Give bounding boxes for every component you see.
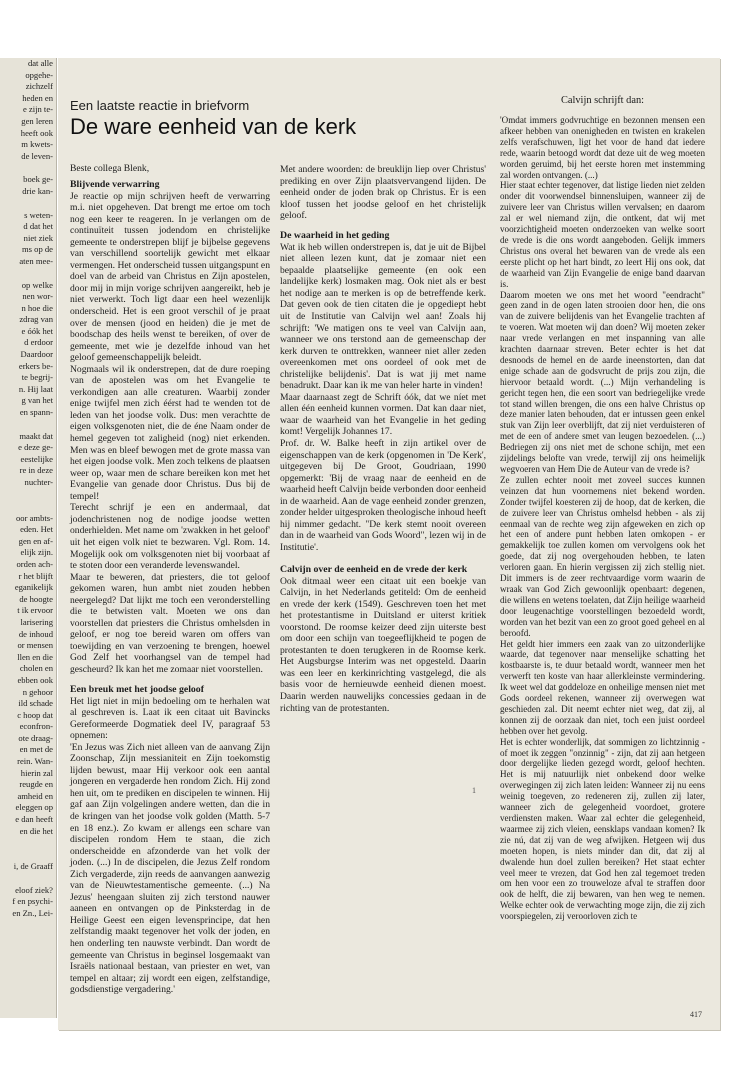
- previous-page-line: e dan heeft: [15, 814, 53, 825]
- previous-page-line: n. Hij laat: [18, 383, 53, 394]
- previous-page-line: te begrij-: [21, 372, 53, 383]
- calvin-quote-paragraph: Het geldt hier immers een zaak van zo uitzonderlijke waarde, dat tegenover naar menselijke schatting het kostbaarste is, te duur betaald wordt, wanneer men het verwerft ten koste van haar allerkleinste vermindering. Ik weet wel dat goddeloze en onheilige mensen niet met Gods oordeel rekenen, wanneer zij overwegen wat geschieden zal. Dit neemt echter niet weg, dat zij, al konnen zij de oorzaak dan niet, toch een juist oordeel hebben over het gevolg.: [500, 638, 705, 736]
- previous-page-line: nen wor-: [22, 291, 53, 302]
- previous-page-line: gen leren: [21, 115, 53, 126]
- previous-page-line: niet ziek: [23, 232, 53, 243]
- previous-page-line: en die het: [19, 825, 53, 836]
- previous-page-line: re in deze: [19, 465, 53, 476]
- previous-page-line: gen en af-: [18, 535, 53, 546]
- previous-page-line: de inhoud: [18, 628, 53, 639]
- previous-page-line: nuchter-: [24, 477, 53, 487]
- column-1: [70, 163, 270, 996]
- paragraph: Nogmaals wil ik onderstrepen, dat de dure roeping van de apostelen was om het Evangelie te verkondigen aan alle creaturen. Waarbij zonder enige twijfel men zich éérst had te wenden tot de leden van het joodse volk. Dus: men verachtte de eigen volksgenoten niet, die de éne Naam onder de hemel gegeven tot zaligheid (nog) niet erkenden. Men was en bleef bewogen met de grote massa van het eigen joodse volk. Men zoch telkens de plaatsen weer op, waar men de schare bereiken kon met het Evangelie van genade door Christus. Dus bij de tempel!: [70, 363, 270, 502]
- quote-intro: Calvijn schrijft dan:: [560, 95, 645, 106]
- previous-page-line: de leven-: [21, 150, 53, 161]
- previous-page-line: s weten-: [24, 209, 53, 220]
- previous-page-line: eleggen op: [15, 802, 53, 813]
- section-heading-waarheid: De waarheid in het geding: [280, 229, 390, 241]
- previous-page-line: ote draag-: [18, 732, 53, 743]
- previous-page-line: e deze ge-: [18, 442, 53, 453]
- paragraph: Prof. dr. W. Balke heeft in zijn artikel over de eigenschappen van de kerk (opgenomen in 'De Kerk', uitgegeven bij De Groot, Goudriaan, 1990 opgemerkt: 'Bij de vraag naar de eenheid en de waarheid heeft Calvijn beide verbonden door eenheid in de waarheid. Aan de vage eenheid zonder grenzen, zonder helder uitgesproken theologische inhoud heeft hij nimmer gedacht. "De kerk stemt nooit overeen dan in de waarheid van Gods Woord", lezen wij in de Institutie'.: [280, 438, 486, 553]
- previous-page-line: zichzelf: [25, 81, 53, 92]
- previous-page-line: ild schade: [18, 698, 53, 709]
- previous-page-line: cholen en: [19, 663, 53, 674]
- calvin-quote-paragraph: 'Omdat immers godvruchtige en bezonnen mensen een afkeer hebben van onenigheden en twisten en krakelen zelfs verafschuwen, ligt het voor de hand dat iedere rede, waarin betoogd wordt dat deze uit de weg moeten worden geruimd, bij het eerste horen met instemming zal worden ontvangen. (...): [500, 115, 705, 180]
- column-3: [500, 94, 705, 922]
- line-gap: [0, 489, 56, 501]
- previous-page-line: econfron-: [19, 721, 53, 732]
- line-gap: [0, 837, 56, 849]
- previous-page-line: n hoe die: [21, 302, 53, 313]
- previous-page-line: g van het: [21, 395, 53, 406]
- line-gap: [0, 501, 56, 513]
- paragraph: Terecht schrijf je een en andermaal, dat jodenchristenen nog de nodige joodse wetten onderhielden. Met name om 'zwakken in het geloof' uit het eigen volk niet te bezwaren. Vgl. Rom. 14. Mogelijk ook om volksgenoten niet bij voorbaat af te stoten door een veranderde levenswandel.: [70, 502, 270, 572]
- section-heading-calvijn: Calvijn over de eenheid en de vrede der kerk: [280, 563, 468, 575]
- article-title: De ware eenheid van de kerk: [70, 114, 357, 139]
- previous-page-line: c hoop dat: [17, 709, 53, 720]
- line-gap: [0, 268, 56, 280]
- section-heading-blijvende-verwarring: Blijvende verwarring: [70, 178, 160, 190]
- previous-page-line: opgehe-: [25, 69, 53, 80]
- previous-page-line: eloof ziek?: [15, 884, 53, 895]
- previous-page-line: amheid en: [17, 790, 53, 801]
- previous-page-line: rein. Wan-: [17, 756, 53, 767]
- paragraph: Maar daarnaast zegt de Schrift óók, dat we níet met allen één eenheid kunnen vormen. Dat kan daar niet, waar de waarheid van het Evangelie in het geding komt! Vergelijk Johannes 17.: [280, 391, 486, 438]
- previous-page-line: en Zn., Lei-: [12, 908, 53, 918]
- previous-page-line: llen en die: [17, 651, 53, 662]
- previous-page-line: d dat het: [23, 221, 53, 232]
- bavinck-quote: 'En Jezus was Zich niet alleen van de aanvang Zijn Zoonschap, Zijn messianiteit en Zijn toekomstig lijden bewust, maar Hij verkoor ook een aantal jongeren en vergaderde hen rondom Zich. Hij zond hen uit, om te prediken en discipelen te winnen. Hij gaf aan Zijn volgelingen andere wetten, dan die in de kringen van het joodse volk golden (Matth. 5-7 en 18 enz.). Zo kwam er allengs een schare van discipelen rondom Hem te staan, die zich onderscheidde en afzonderde van het volk der joden. (...) In de discipelen, die Jezus Zelf rondom Zich vergaderde, zijn reeds de aanvangen aanwezig van de Nieuwtestamentische gemeente. (...) Na Jezus' heengaan sluiten zij zich terstond nauwer aaneen en ontvangen op de Pinksterdag in de Heilige Geest een eigen levensprincipe, dat hen zelfstandig maakt tegenover het volk der joden, en hen onderling ten nauwste verbindt. Dan wordt de gemeente van Christus in beginsel losgemaakt van Israëls nationaal bestaan, van priester en wet, van tempel en altaar; zij wordt een eigen, zelfstandige, godsdienstige vergadering.': [70, 741, 270, 996]
- previous-page-line: op welke: [21, 279, 53, 290]
- previous-page-line: ebben ook: [17, 674, 53, 685]
- previous-page-line: n gehoor: [22, 686, 53, 697]
- previous-page-line: t ik ervoor: [17, 605, 53, 616]
- previous-page-line: aten mee-: [19, 255, 53, 266]
- previous-page-line: f en psychi-: [12, 896, 53, 907]
- previous-page-line: d erdoor: [24, 337, 53, 348]
- previous-page-line: i, de Graaff: [13, 861, 53, 872]
- previous-page-line: Daardoor: [20, 349, 53, 360]
- previous-page-line: or mensen: [17, 640, 53, 651]
- line-gap: [0, 873, 56, 885]
- margin-mark: 1: [472, 786, 476, 795]
- magazine-page: [58, 58, 720, 1030]
- previous-page-line: larisering: [20, 616, 53, 627]
- salutation: Beste collega Blenk,: [70, 163, 150, 174]
- previous-page-line: m kwets-: [21, 139, 53, 150]
- previous-page-line: hierin zal: [20, 767, 53, 778]
- previous-page-line: elijk zijn.: [20, 547, 53, 558]
- paragraph: Met andere woorden: de breuklijn liep over Christus' prediking en over Zijn plaatsvervangend lijden. De eenheid onder de joden brak op Christus. Er is een kloof tussen het joodse geloof en het christelijk geloof.: [280, 164, 486, 222]
- previous-page-line: en spann-: [19, 407, 53, 418]
- paragraph: Maar te beweren, dat priesters, die tot geloof gekomen waren, hun ambt niet zouden hebben neergelegd? Dat lijkt me toch een veronderstelling die te betwisten valt. Moeten we ons dan voorstellen dat priesters die Christus omhelsden in geloof, er nog toe bereid waren om offers van toewijding en van verzoening te brengen, hoewel God Zelf het voorhangsel van de tempel had gescheurd? Ik kan het me zomaar niet voorstellen.: [70, 571, 270, 675]
- paragraph: Je reactie op mijn schrijven heeft de verwarring m.i. niet opgeheven. Dat brengt me ertoe om toch nog een keer te reageren. In je verlangen om de continuïteit tussen jodendom en christelijke gemeente te onderstrepen blijf je bijbelse gegevens van verschillend soortelijk gewicht met elkaar vermengen. Het onderscheid tussen uitgangspunt en doel van de arbeid van Christus en Zijn apostelen, door mij in mijn vorige schrijven aangereikt, heb je niet verwerkt. Toch ligt daar een heel wezenlijk onderscheid. Het is een groot verschil of je praat over de mensen (jood en heiden) die je met de boodschap des heils wenst te bereiken, of over de gemeente, met wie je dezelfde inhoud van het geloof gemeenschappelijk beleidt.: [70, 190, 270, 364]
- paragraph: Het ligt niet in mijn bedoeling om te herhalen wat al geschreven is. Laat ik een citaat uit Bavincks Gereformeerde Dogmatiek deel IV, paragraaf 53 opnemen:: [70, 695, 270, 742]
- previous-page-line: e óók het: [21, 325, 53, 336]
- line-gap: [0, 162, 56, 174]
- previous-page-line: oor ambts-: [16, 512, 53, 523]
- previous-page-line: orden ach-: [16, 558, 53, 569]
- previous-page-line: eganikelijk: [14, 582, 53, 593]
- calvin-quote-paragraph: Hier staat echter tegenover, dat listige lieden niet zelden onder dit voorwendsel binnensluipen, wanneer zij de zuivere leer van Christus willen vervalsen; en daarom zal er wel niemand zijn, die ontkent, dat wij met voorzichtigheid moeten onderzoeken van welke soort de vrede is die ons wordt aangeboden. Gelijk immers Christus ons overal het bewaren van de vrede als een eerste plicht op het hart bindt, zo leert Hij ons ook, dat de waarheid van Zijn Evangelie de enige band daarvan is.: [500, 180, 705, 289]
- previous-page-line: en met de: [19, 744, 53, 755]
- previous-page-line: zdrag van: [19, 314, 53, 325]
- paragraph: Ook ditmaal weer een citaat uit een boekje van Calvijn, in het Nederlands getiteld: Om de eenheid en vrede der kerk (1549). Geschreven toen het met het protestantisme in Duitsland er uiterst kritiek voorstond. De roomse keizer deed zijn uiterste best om door een schijn van toegeeflijkheid te pogen de protestanten te doen terugkeren in de Roomse kerk. Het Augsburgse Interim was net opgesteld. Daarin was een leer en kerkinrichting vastgelegd, die als basis voor de hernieuwde eenheid dienen moest. Daarin werden nauwelijks concessies gedaan in de richting van de protestanten.: [280, 575, 486, 714]
- calvin-quote-paragraph: Het is echter wonderlijk, dat sommigen zo lichtzinnig - of moet ik zeggen "onzinnig" - zijn, dat zij aan hetgeen door dergelijke lieden gezegd wordt, geloof hechten. Het is mij natuurlijk niet onbekend door welke overwegingen zij zich laten leiden: Wanneer zij nu eens weinig toegeven, zo redeneren zij, zullen zij later, wanneer zich de gelegenheid voordoet, grotere verdiensten maken. Waar zal echter die gelegenheid, waarmee zij zich vleien, eensklaps vandaan komen? Ik zie nú, dat zij van de weg afwijken. Hetgeen wij dus moeten hopen, is niets minder dan dit, dat zij al dwalende hun doel zullen bereiken? Het staat echter veel meer te vrezen, dat God hen zal tegemoet treden om hen voor een zo trouweloze afval te straffen door ook de helft, die zij bewaren, van hen weg te nemen. Welke echter ook de verwachting moge zijn, die zij zich voorspiegelen, zij veroorloven zich te: [500, 736, 705, 922]
- article-kicker: Een laatste reactie in briefvorm: [70, 98, 250, 113]
- previous-page-line: dat alle: [27, 58, 53, 68]
- previous-page-line: eestelijke: [20, 453, 53, 464]
- calvin-quote-paragraph: Ze zullen echter nooit met zoveel succes kunnen veinzen dat hun voornemens niet bekend worden. Zonder twijfel koesteren zij de hoop, dat de kerken, die de zuivere leer van Christus omhelsd hebben - als zij eenmaal van de rechte weg zijn afgeweken en zich op het een of andere punt hebben laten omkopen - er gemakkelijk toe zullen komen om vervolgens ook het goede, dat zij nog overgehouden hebben, te laten verloren gaan. En hierin vergissen zij zich stellig niet. Dit immers is de zeer rechtvaardige vorm waarin de wraak van God Zich gewoonlijk openbaart: degenen, die willens en wetens toelaten, dat Zijn heilige waarheid door leugenachtige voorstellingen bezoedeld wordt, worden van het bezit van een zo groot goed geheel en al beroofd.: [500, 474, 705, 638]
- line-gap: [0, 849, 56, 861]
- line-gap: [0, 198, 56, 210]
- calvin-quote-paragraph: Daarom moeten we ons met het woord "eendracht" geen zand in de ogen laten strooien door hen, die ons van de zuivere belijdenis van het Evangelie trachten af te voeren. Wat moeten wij dan doen? Wij moeten zeker naar vrede verlangen en met inspanning van alle krachten daarnaar streven. Beter echter is het dat desnoods de hemel en de aarde ineenstorten, dan dat enige schade aan de godsvrucht de prijs zou zijn, die hiervoor betaald wordt. (...) Mijn verhandeling is gericht tegen hen, die een soort van bedriegelijke vrede tot stand willen brengen, die ons een halve Christus op deze manier laten behouden, dat er intussen geen enkel stuk van Zijn leer overblijft, dat zij niet verduisteren of met de een of andere smet van leugen bezoedelen. (...) Bedriegen zij ons niet met de schone schijn, met een zijdelings belofte van vrede, terwijl zij ons heimelijk wegvoeren van Hem Die de Auteur van de vrede is?: [500, 289, 705, 474]
- previous-page-line: heden en: [22, 92, 53, 103]
- previous-page-line: eden. Het: [20, 524, 53, 535]
- section-heading-breuk: Een breuk met het joodse geloof: [70, 683, 204, 695]
- previous-page-strip: [0, 58, 57, 1018]
- previous-page-line: heeft ook: [20, 127, 53, 138]
- previous-page-line: maakt dat: [19, 430, 53, 441]
- previous-page-line: reugde en: [19, 779, 53, 790]
- previous-page-line: boek ge-: [23, 174, 53, 185]
- page-number: 417: [690, 1010, 702, 1019]
- line-gap: [0, 419, 56, 431]
- previous-page-line: drie kan-: [22, 185, 53, 196]
- previous-page-line: de hoogte: [19, 593, 53, 604]
- previous-page-line: ms op de: [21, 244, 53, 255]
- previous-page-line: r het blijft: [18, 570, 53, 581]
- column-2: [280, 164, 486, 714]
- previous-page-line: erkers be-: [18, 360, 53, 371]
- previous-page-line: e zijn te-: [22, 104, 53, 115]
- paragraph: Wat ik heb willen onderstrepen is, dat je uit de Bijbel niet alleen lezen kunt, dat je zomaar niet een bepaalde plaatselijke gemeente (en ook een landelijke kerk) losmaken mag. Ook niet als er best het nodige aan te merken is op de betreffende kerk. Dat geven ook de tien citaten die je opgediept hebt uit de Institutie van Calvijn wel aan! Zoals hij schrijft: 'We matigen ons te veel van Calvijn aan, wanneer we ons terstond aan de gemeenschap der kerk durven te onttrekken, wanneer niet aller zeden overeenkomen met ons oordeel of ook met de christelijke belijdenis'. Dat is wat jij met name benadrukt. Daar kan ik me van heler harte in vinden!: [280, 241, 486, 392]
